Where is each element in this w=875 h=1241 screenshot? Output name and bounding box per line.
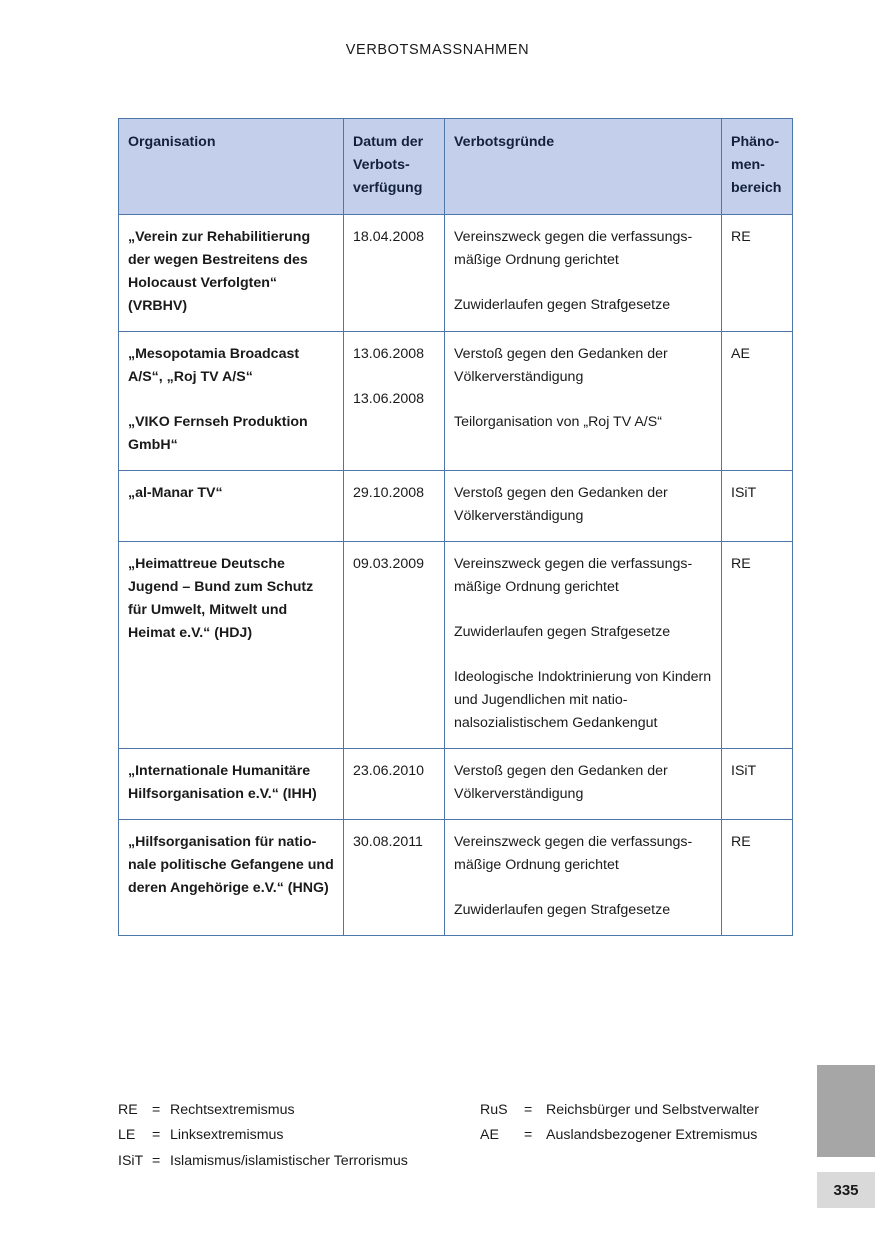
cell-organisation: [119, 820, 344, 936]
cell-date: [344, 471, 445, 542]
legend-equals: =: [152, 1102, 161, 1118]
date-entry: 23.06.2010: [353, 763, 425, 779]
legend-abbr: RE: [118, 1102, 138, 1118]
legend-text: Islamismus/islamistischer Terrorismus: [170, 1152, 408, 1169]
column-header-organisation-line-1: Organisation: [128, 134, 216, 150]
legend-text: Linksextremismus: [170, 1127, 284, 1144]
column-header-date-line-2: Verbots-: [353, 157, 410, 173]
table-header-row: [119, 119, 793, 215]
date-entry: 29.10.2008: [353, 485, 425, 501]
page-number: 335: [817, 1172, 875, 1208]
legend-equals: =: [524, 1102, 533, 1118]
legend-equals: =: [152, 1127, 161, 1144]
legend-text: Reichsbürger und Selbstverwalter: [546, 1102, 759, 1118]
date-entry: 09.03.2009: [353, 556, 425, 572]
legend-equals: =: [152, 1152, 161, 1169]
ban-measures-table: [118, 118, 793, 936]
organisation-entry: „Hilfsorganisation für natio-nale politische Gefangene und deren Angehörige e.V.“ (HNG): [128, 834, 334, 896]
cell-reasons: [445, 471, 722, 542]
column-header-organisation: [119, 119, 344, 215]
reason-entry: Zuwiderlaufen gegen Strafgesetze: [454, 297, 671, 313]
column-header-reasons-line-1: Verbotsgründe: [454, 134, 555, 150]
reason-entry: Teilorganisation von „Roj TV A/S“: [454, 414, 662, 430]
reason-entry: Verstoß gegen den Gedanken der Völkerverständigung: [454, 763, 668, 802]
cell-organisation: [119, 215, 344, 332]
table-row: [119, 542, 793, 749]
organisation-entry: „Mesopotamia Broadcast A/S“, „Roj TV A/S“: [128, 346, 300, 385]
reason-entry: Vereinszweck gegen die verfassungs-mäßige Ordnung gerichtet: [454, 556, 693, 595]
cell-phenomenon: ISiT: [722, 471, 793, 542]
date-entry: 18.04.2008: [353, 229, 425, 245]
cell-reasons: [445, 542, 722, 749]
cell-date: [344, 332, 445, 471]
cell-phenomenon: AE: [722, 332, 793, 471]
column-header-phenomenon: [722, 119, 793, 215]
cell-organisation: [119, 471, 344, 542]
ban-measures-table-wrapper: [118, 118, 792, 936]
table-row: [119, 471, 793, 542]
reason-entry: Zuwiderlaufen gegen Strafgesetze: [454, 624, 671, 640]
legend-text: Auslandsbezogener Extremismus: [546, 1127, 758, 1144]
table-row: [119, 749, 793, 820]
organisation-entry: „Verein zur Rehabilitierung der wegen Bestreitens des Holocaust Verfolgten“ (VRBHV): [128, 229, 311, 314]
organisation-entry: „VIKO Fernseh Produktion GmbH“: [128, 414, 308, 453]
table-row: [119, 215, 793, 332]
reason-entry: Verstoß gegen den Gedanken der Völkerverständigung: [454, 346, 668, 385]
organisation-entry: „al-Manar TV“: [128, 485, 223, 501]
legend-abbr: AE: [480, 1127, 499, 1144]
reason-entry: Vereinszweck gegen die verfassungs-mäßige Ordnung gerichtet: [454, 834, 693, 873]
column-header-phenomenon-line-3: bereich: [731, 180, 782, 196]
date-entry: 13.06.2008: [353, 391, 425, 407]
reason-entry: Zuwiderlaufen gegen Strafgesetze: [454, 902, 671, 918]
cell-reasons: [445, 820, 722, 936]
cell-date: [344, 749, 445, 820]
cell-phenomenon: RE: [722, 820, 793, 936]
cell-phenomenon: RE: [722, 215, 793, 332]
page-edge-marker: [817, 1065, 875, 1157]
cell-reasons: [445, 215, 722, 332]
legend-abbr: ISiT: [118, 1152, 144, 1169]
running-head: VERBOTSMASSNAHMEN: [345, 42, 530, 58]
cell-reasons: [445, 749, 722, 820]
abbreviation-legend: [118, 1098, 818, 1174]
table-header: [119, 119, 793, 215]
column-header-date: [344, 119, 445, 215]
cell-organisation: [119, 749, 344, 820]
legend-text: Rechtsextremismus: [170, 1102, 295, 1118]
cell-date: [344, 215, 445, 332]
column-header-date-line-1: Datum der: [353, 134, 424, 150]
column-header-phenomenon-line-1: Phäno-: [731, 134, 780, 150]
cell-date: [344, 820, 445, 936]
table-row: [119, 332, 793, 471]
table-body: [119, 215, 793, 936]
column-header-date-line-3: verfügung: [353, 180, 423, 196]
column-header-phenomenon-line-2: men-: [731, 157, 765, 173]
cell-phenomenon: ISiT: [722, 749, 793, 820]
cell-reasons: [445, 332, 722, 471]
cell-organisation: [119, 542, 344, 749]
legend-equals: =: [524, 1127, 533, 1144]
organisation-entry: „Internationale Humanitäre Hilfsorganisation e.V.“ (IHH): [128, 763, 317, 802]
reason-entry: Verstoß gegen den Gedanken der Völkerverständigung: [454, 485, 668, 524]
table-row: [119, 820, 793, 936]
cell-organisation: [119, 332, 344, 471]
cell-date: [344, 542, 445, 749]
reason-entry: Vereinszweck gegen die verfassungs-mäßige Ordnung gerichtet: [454, 229, 693, 268]
legend-abbr: RuS: [480, 1102, 508, 1118]
cell-phenomenon: RE: [722, 542, 793, 749]
organisation-entry: „Heimattreue Deutsche Jugend – Bund zum Schutz für Umwelt, Mitwelt und Heimat e.V.“ (HDJ): [128, 556, 314, 641]
column-header-reasons: [445, 119, 722, 215]
legend-abbr: LE: [118, 1127, 136, 1144]
reason-entry: Ideologische Indoktrinierung von Kindern und Jugendlichen mit natio-nalsozialistischem Gedankengut: [454, 669, 712, 731]
date-entry: 30.08.2011: [353, 834, 423, 850]
date-entry: 13.06.2008: [353, 346, 425, 362]
